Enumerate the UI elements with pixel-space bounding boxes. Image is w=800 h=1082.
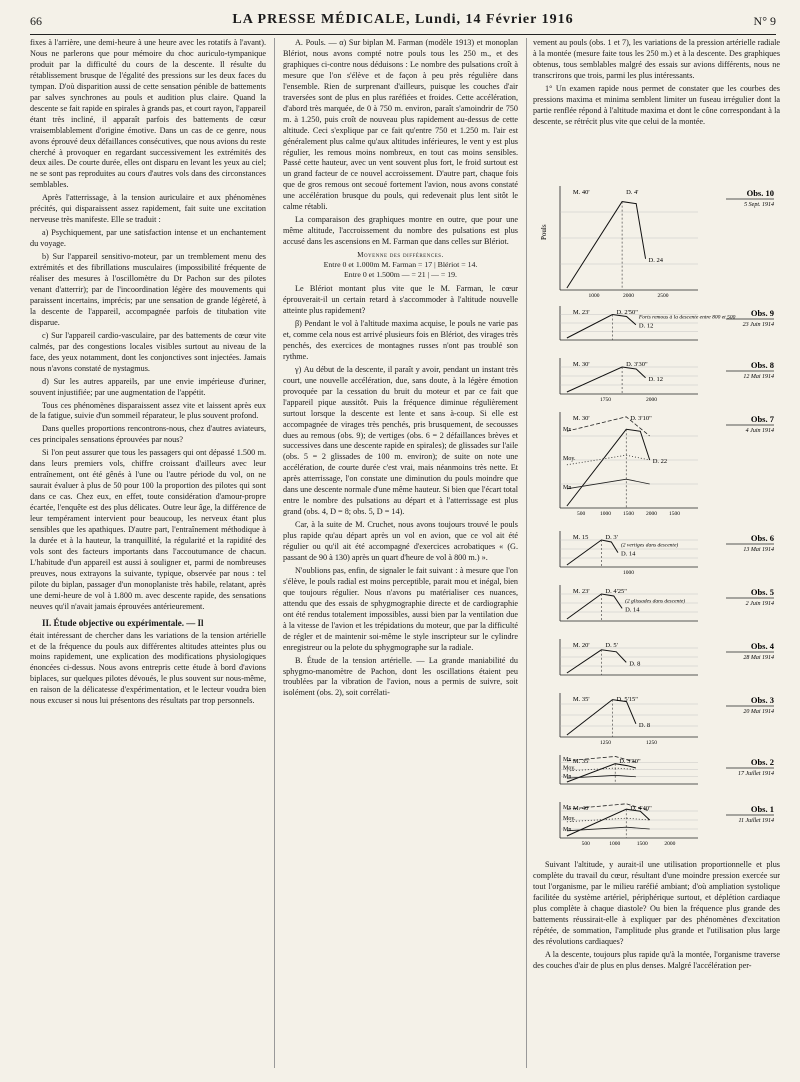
observation-title: Obs. 4 [750,641,774,651]
pulse-curve [567,809,650,836]
observation-date: 11 Juillet 1914 [738,818,774,824]
observation-date: 5 Sept. 1914 [744,202,774,208]
paragraph: A. Pouls. — α) Sur biplan M. Farman (modèle 1913) et monoplan Blériot, nous avons compté notre pouls tous les 250 m., et des graphiques ci-contre nous déduisons : Le nombre des pulsations croît à mesure que l'on s'élève et de façon à peu près régulière dans l'ensemble. Rien de surprenant d'ailleurs, puisque les couches d'air traversées sont de plus en plus raréfiées et froides. Cette accélération, d'abord très marquée, de 0 à 750 m. environ, paraît s'amoindrir de 750 m. à 1.250, puis croît de nouveau plus rapidement au-dessus de cette altitude. Ceci s'explique par ce fait qu'entre 750 et 1.250 m. l'air est généralement plus calme qu'aux altitudes inférieures, le vent y est plus régulier, les remous moins nombreux, en tout cas moins sensibles. Passé cette hauteur, avec un vent souvent plus fort, le froid surtout est un grand facteur de ce nouvel accroissement. D'autre part, chaque fois que de gros remous ont secoué fortement l'avion, nous avons constaté une accélération brusque du pouls, qui redevenait plus lent sitôt le calme rétabli. [283,38,518,212]
paragraph: c) Sur l'appareil cardio-vasculaire, par des battements de cœur vite calmés, par des congestions locales visibles surtout au niveau de la face, des yeux notamment, dont les conjonctives sont injectées. Jamais nous n'avons constaté de nystagmus. [30,330,266,373]
page-header [30,8,776,35]
note-label: (2 vertiges dans descente) [620,542,679,549]
x-tick-label: 2000 [646,397,657,403]
descent-time-label: D. 3'10" [630,415,652,422]
pulse-curve [567,700,636,735]
column-3-bottom [533,860,780,974]
difference-label: D. 14 [620,550,636,558]
curve-label: Moy. [563,816,576,822]
observation-title: Obs. 7 [750,414,774,424]
observation-title: Obs. 1 [750,804,774,814]
column-rule [274,38,275,1068]
curve-label: Mx [563,427,572,434]
column-rule [526,38,527,1068]
difference-label: D. 12 [648,375,664,383]
x-tick-label: 1000 [588,293,600,299]
x-tick-label: 1500 [636,841,648,847]
pulse-curve [567,202,646,288]
pulse-curve [567,540,618,565]
curve-label: Mn [563,826,572,833]
ascent-time-label: M. 30' [572,361,590,368]
table-row: Entre 0 et 1.500m — = 21 | — = 19. [343,270,457,280]
y-axis-label: Pouls [540,224,548,240]
observation-title: Obs. 2 [750,757,774,767]
observations-figure [538,180,778,848]
ascent-time-label: M. 15 [572,534,589,541]
pulse-curve [567,315,636,339]
pulse-curve [567,650,626,673]
journal-title: LA PRESSE MÉDICALE, Lundi, 14 Février 1916 [232,12,574,27]
descent-time-label: D. 4' [626,189,639,196]
ascent-time-label: M. 40' [572,805,590,812]
observation-date: 23 Juin 1914 [742,322,774,328]
paragraph: B. Étude de la tension artérielle. — La grande maniabilité du sphygmo-manomètre de Pachon, dont les oscillations étaient peu troublées par la vibration de l'avion, nous a permis de suivre, soit isolément (obs. 2), soit corrélati- [283,655,518,698]
x-tick-label: 1250 [646,740,657,746]
paragraph: était intéressant de chercher dans les variations de la tension artérielle et de la fréquence du pouls aux différentes altitudes atteintes plus ou moins rapidement, une explication des modifications physiologiques énoncées ci-dessus. Nous avons entrepris cette étude à bord d'avions biplaces, sur quelques pilotes dévoués, le plus souvent sur nous-même, en raison de la délicatesse d'expérimentation, et le lecteur voudra bien nous excuser si nous lui présentons des résultats par trop personnels. [30,630,266,706]
observation-date: 13 Mai 1914 [743,547,774,553]
paragraph: Suivant l'altitude, y aurait-il une utilisation proportionnelle et plus complète du travail du cœur, résultant d'une moindre pression exercée sur tout l'organisme, par le milieu raréfié ambiant; d'où ampliation systolique facilitée du système artériel, périphérique surtout, et déplétion cardiaque plus complète à chaque diastole? Ou bien la fréquence plus grande des battements réussirait-elle à expliquer par des phénomènes d'excitation répétée, de sommation, l'amplitude plus grande et l'utilisation plus large des révolutions cardiaques? [533,860,780,946]
difference-label: D. 14 [625,606,640,614]
column-3 [533,38,780,130]
x-tick-label: 1500 [669,511,680,517]
x-tick-label: 2000 [664,841,676,847]
descent-time-label: D. 2'50" [616,309,638,316]
descent-time-label: D. 5'15" [616,696,638,703]
page-number: 66 [30,14,42,28]
difference-label: D. 24 [648,256,664,264]
paragraph: γ) Au début de la descente, il paraît y avoir, pendant un instant très court, une nouvelle accélération, due, sans doute, à la légère émotion provoquée par la cessation du bruit du moteur et par ce fait que l'appareil pique aussitôt. Puis la fréquence diminue régulièrement surtout lorsque la descente est lente et sans à-coup. Si elle est accompagnée de virages très penchés, pris brusquement, de secousses dues au remous (obs. 9); de vertiges (obs. 6 = 2 défaillances brèves et successives dans une descente rapide en spirales); de glissades sur l'aile (obs. 5 = 2 glissades de 100 m. environ); de suite on note une accélération, de courte durée c'est vrai, mais néanmoins très nette. Et après atterrissage, l'on constate une diminution du pouls moindre que dans une descente normale d'une même hauteur. Si bien que l'écart total entre le nombre des pulsations au départ et à l'atterrissage est plus grand (obs. 4, D = 8; obs. 5, D = 14). [283,364,518,517]
issue-number: N° 9 [753,14,776,28]
ascent-time-label: M. 30' [572,415,590,422]
ascent-time-label: M. 20' [572,642,590,649]
observation-title: Obs. 9 [750,308,774,318]
descent-time-label: D. 3' [605,534,618,541]
paragraph: N'oublions pas, enfin, de signaler le fait suivant : à mesure que l'on s'élève, le pouls radial est moins perceptible, parait mou et inégal, bien que toujours régulier. Nous n'avons pu matérialiser ces nuances, attendu que des essais de sphygmographie directe et de cardiographie ont été rendus totalement impossibles, aussi bien par la ventilation due à la vitesse de l'avion et les trépidations du moteur, que par la difficulté de régler et de maintenir soi-même le style inscripteur sur le cylindre enregistreur ou la pelote du sphygmographe sur la radiale. [283,565,518,652]
paragraph: Car, à la suite de M. Cruchet, nous avons toujours trouvé le pouls plus rapide qu'au départ après un vol en avion, que ce vol ait été régulier ou qu'il ait été accompagné d'exercices acrobatiques « (G. passant de 90 à 130) après un quart d'heure de vol à 800 m.) ». [283,520,518,562]
pulse-curve [567,429,650,506]
observation-title: Obs. 10 [746,188,774,198]
table-row: Entre 0 et 1.000m M. Farman = 17 | Blériot = 14. [323,260,478,270]
observation-date: 2 Juin 1914 [745,601,774,607]
observation-date: 4 Juin 1914 [745,428,774,434]
descent-time-label: D. 3'30" [619,758,641,765]
observation-title: Obs. 6 [750,533,774,543]
x-tick-label: 1000 [623,570,634,576]
observation-title: Obs. 3 [750,695,774,705]
paragraph: fixes à l'arrière, une demi-heure à une heure avec les rotatifs à l'avant). Nous ne parlerons que pour mémoire du choc auriculo-tympanique produit par la difficulté du cours de la descente. Il résulte du rétablissement brusque de l'égalité des pressions sur les deux faces du tympan. D'où disparition aussi de cette sensation pénible de battements par salves synchrones au pouls et audition plus claire. Quand la descente se fait rapide en spirales à grands pas, et court rayon, l'appareil étant très incliné, il apparaît parfois des battements de cœur vraisemblablement d'origine émotive. Dans un cas de ce genre, nous avons éprouvé deux défaillances consécutives, que nous avions du reste cherché à provoquer en regardant successivement les extrémités des deux ailes. De courte durée, elles ont disparu en levant les yeux au ciel; ne se sont pas reproduites au cours d'autres vols dans des circonstances semblables. [30,38,266,190]
note-label: Forts remous à la descente entre 800 et 500 [638,314,736,321]
ascent-time-label: M. 23' [572,309,590,316]
paragraph: Si l'on peut assurer que tous les passagers qui ont dépassé 1.500 m. dans leurs premiers vols, chiffre croissant d'ailleurs avec leur entraînement, ont été gênés à l'une ou l'autre période du vol, on ne saurait évaluer à plus de 50 pour 100 la proportion des pilotes qui sont dans ce cas. Chez eux, en effet, toute considération d'amour-propre écartée, l'enquête est des plus délicates. Outre leur âge, la différence de leur tempérament intervient pour beaucoup, les nerveux étant plus sensibles que les apathiques. D'autre part, l'entraînement méthodique à la durée et à la hauteur, la tranquillité, la régularité et la rapidité des vols sont des facteurs importants dans l'accoutumance de chacun. L'habitude d'un appareil est aussi à souligner et, parmi de nombreuses preuves, nous extrayons la suivante, typique, observée par nous : tel pilote du biplan, passager d'un monoplaniste très habile, relatant, après une demi-heure de vol à 1.800 m. avec descente rapide, des sensations neuves qu'il n'avait jamais éprouvées antérieurement. [30,448,266,611]
section-heading: II. Étude objective ou expérimentale. — Il [42,617,204,628]
x-tick-label: 500 [577,511,586,517]
paragraph: Après l'atterrissage, à la tension auriculaire et aux phénomènes précités, qui disparaissent assez rapidement, fait suite une excitation nerveuse très manifeste. Elle se traduit : [30,193,266,225]
observation-title: Obs. 8 [750,360,774,370]
curve-label: Mx [563,756,572,763]
descent-time-label: D. 5' [605,642,618,649]
x-tick-label: 1250 [600,740,611,746]
x-tick-label: 1000 [600,511,611,517]
pulse-graphs [538,180,778,848]
paragraph: a) Psychiquement, par une satisfaction intense et un enchantement du voyage. [30,228,266,249]
paragraph: Tous ces phénomènes disparaissent assez vite et laissent après eux de la fatigue, suivie d'un sommeil réparateur, le plus souvent profond. [30,400,266,421]
paragraph: β) Pendant le vol à l'altitude maxima acquise, le pouls ne varie pas et, comme cela nous est arrivé plusieurs fois en Blériot, des virages très penchés, des exercices de montagnes russes n'ont pas troublé son rythme. [283,318,518,361]
pulse-curve [567,594,622,619]
observation-title: Obs. 5 [750,587,774,597]
paragraph: vement au pouls (obs. 1 et 7), les variations de la pression artérielle radiale à la montée (mesure faite tous les 250 m.) et à la descente. Des graphiques obtenus, tous semblables malgré des essais sur avions différents, nous ne transcrirons que trois, parmi les plus intéressants. [533,38,780,80]
paragraph: Le Blériot montant plus vite que le M. Farman, le cœur éprouverait-il un certain retard à s'accommoder à l'altitude nouvelle atteinte plus rapidement? [283,284,518,316]
difference-label: D. 8 [629,660,641,668]
descent-time-label: D. 4'40" [630,805,652,812]
ascent-time-label: M. 35' [572,758,590,765]
column-2 [283,38,518,701]
x-tick-label: 2000 [646,511,657,517]
curve-label: Mx [563,805,572,812]
curve-label: Moy. [563,765,576,772]
paragraph: A la descente, toujours plus rapide qu'à la montée, l'organisme traverse des couches d'air de plus en plus denses. Malgré l'accélération per- [533,949,780,970]
x-tick-label: 2500 [657,293,669,299]
pulse-curve [567,764,636,782]
observation-date: 20 Mai 1914 [743,709,774,715]
note-label: (2 glissades dans descente) [625,598,686,605]
x-tick-label: 2000 [623,293,634,299]
differences-table [283,250,518,280]
paragraph: d) Sur les autres appareils, par une envie impérieuse d'uriner, souvent injustifiée; par une augmentation de l'appétit. [30,376,266,397]
x-tick-label: 1500 [623,511,634,517]
curve-label: Mn [563,484,572,491]
paragraph: 1° Un examen rapide nous permet de constater que les courbes des pressions maxima et minima semblent limiter un fuseau irrégulier dont la partie renflée répond à l'altitude maxima et dont le cône correspondant à la descente, se rétrécit plus vite que celui de la montée. [533,83,780,126]
curve-label: Mn [563,774,572,781]
curve-label: Moy. [563,456,576,462]
ascent-time-label: M. 23' [572,588,590,595]
difference-label: D. 22 [652,458,668,465]
paragraph: La comparaison des graphiques montre en outre, que pour une même altitude, l'accroissement du nombre des pulsations est plus accusé dans les ascensions en M. Farman que dans celles sur Blériot. [283,215,518,247]
ascent-time-label: M. 40' [572,189,590,196]
column-1 [30,38,266,709]
ascent-time-label: M. 35' [572,696,590,703]
observation-date: 17 Juillet 1914 [738,771,774,777]
paragraph: b) Sur l'appareil sensitivo-moteur, par un tremblement menu des extrémités et des fibrillations musculaires (impossibilité fréquente de réaliser des mesures à l'oscillomètre du Dr Pachon sur des pilotes venant d'atterrir); par de l'incoordination légère des mouvements qui paraissent incertains, imprécis; par une sensation de grande légèreté, à la descente de l'appareil, accompagnée parfois de titubation vite disparue. [30,252,266,327]
descent-time-label: D. 4'25" [605,588,627,595]
pulse-curve [567,367,646,392]
x-tick-label: 1750 [600,397,611,403]
difference-label: D. 12 [638,322,654,330]
descent-time-label: D. 3'30" [626,361,648,368]
observation-date: 28 Mai 1914 [743,655,774,661]
paragraph: Dans quelles proportions rencontrons-nous, chez d'autres aviateurs, ces principales sensations éprouvées par nous? [30,424,266,445]
x-tick-label: 500 [581,841,590,847]
table-caption: Moyenne des différences. [357,251,444,260]
x-tick-label: 1000 [609,841,621,847]
observation-date: 12 Mai 1914 [743,374,774,380]
difference-label: D. 8 [638,721,651,729]
